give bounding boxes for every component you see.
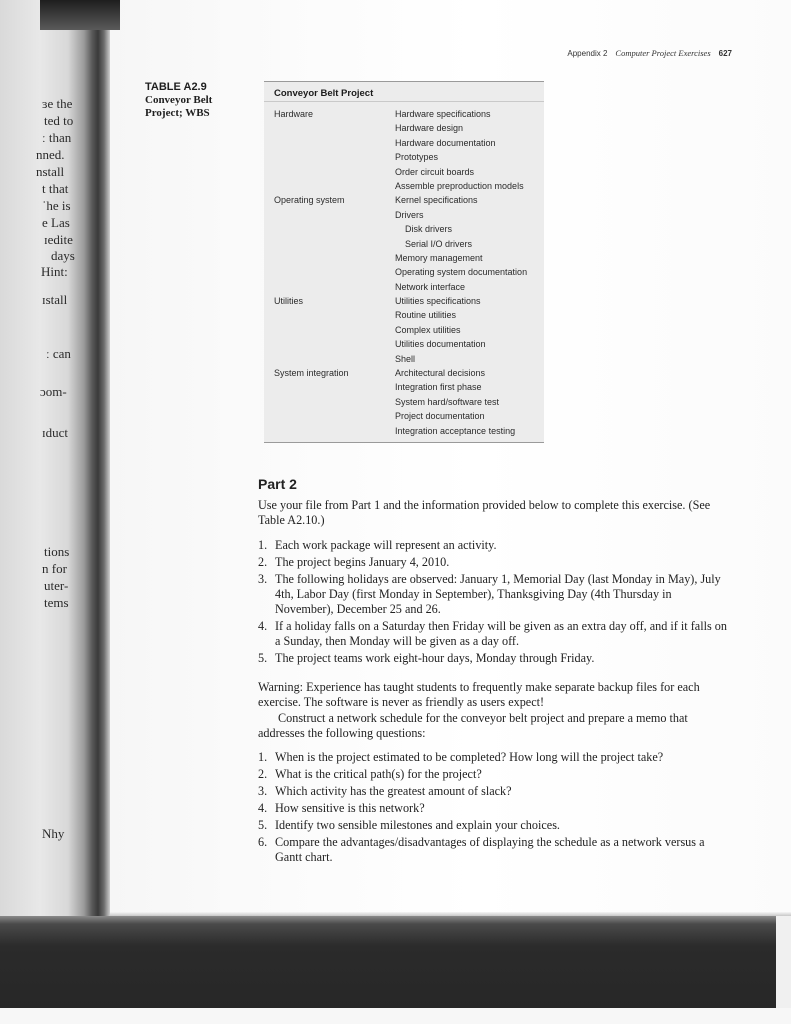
wbs-work-package: System hard/software test	[395, 396, 500, 407]
wbs-work-package: Memory management	[395, 252, 483, 263]
rule-item: 5. The project teams work eight-hour days, Monday through Friday.	[258, 651, 595, 665]
page-number: 627	[718, 49, 732, 58]
rule-item: 4. If a holiday falls on a Saturday then Friday will be given as an extra day off, and if it falls on a Sunday, then Monday will be given as a day off.	[258, 619, 727, 648]
wbs-work-package: Operating system documentation	[395, 267, 528, 278]
facing-page-fragment: ɪduct	[42, 425, 68, 440]
part2-intro: Use your file from Part 1 and the information provided below to complete this exercise. (See Table A2.10.)	[258, 498, 711, 527]
facing-page-fragment: n for	[42, 561, 67, 576]
wbs-group-label: System integration	[274, 368, 349, 379]
wbs-group-label: Utilities	[274, 296, 304, 307]
wbs-work-package: Integration first phase	[395, 382, 482, 393]
wbs-table	[264, 81, 544, 443]
wbs-work-package: Shell	[395, 353, 416, 364]
facing-page-fragment: uter-	[44, 578, 69, 593]
table-number: TABLE A2.9	[145, 81, 207, 93]
facing-page-fragment: nstall	[36, 164, 65, 179]
facing-page-fragment: ː can	[46, 346, 71, 361]
wbs-work-package: Hardware specifications	[395, 109, 491, 119]
running-header	[500, 48, 732, 58]
wbs-work-package: Utilities documentation	[395, 339, 486, 350]
question-item: 6. Compare the advantages/disadvantages of displaying the schedule as a network versus a Gantt chart.	[258, 835, 705, 864]
instruction-paragraph: Construct a network schedule for the conveyor belt project and prepare a memo that addresses the following questions:	[258, 711, 688, 740]
rules-list	[258, 538, 728, 668]
facing-page-fragment: ˈhe is	[42, 198, 71, 213]
wbs-group-label: Hardware	[274, 109, 314, 119]
facing-page-fragment: ɪedite	[44, 232, 73, 247]
wbs-group-label: Operating system	[274, 195, 345, 206]
facing-page-fragment: Hint:	[41, 264, 68, 279]
wbs-work-package: Routine utilities	[395, 310, 457, 321]
facing-page-fragment: days	[51, 248, 75, 263]
warning-paragraph: Warning: Experience has taught students to frequently make separate backup files for each exercise. The software is never as friendly as users expect!	[258, 680, 700, 709]
bottom-margin	[0, 1008, 791, 1024]
rule-item: 1. Each work package will represent an activity.	[258, 538, 497, 552]
facing-page-fragment: tions	[44, 544, 70, 559]
facing-page-fragment: tems	[44, 595, 69, 610]
table-caption-line2: Project; WBS	[145, 107, 210, 119]
wbs-work-package: Integration acceptance testing	[395, 425, 516, 436]
wbs-work-package: Project documentation	[395, 411, 485, 422]
wbs-work-package: Complex utilities	[395, 324, 461, 335]
wbs-work-package: Drivers	[395, 209, 424, 220]
rule-item: 3. The following holidays are observed: January 1, Memorial Day (last Monday in May), July 4th, Labor Day (first Monday in September), Thanksgiving Day (4th Thursday in November), December 25 and 26.	[258, 572, 721, 616]
questions-list	[258, 750, 728, 867]
part2-title: Part 2	[258, 476, 297, 492]
wbs-work-package: Prototypes	[395, 152, 439, 163]
spine-top-shadow	[40, 0, 120, 30]
facing-page-fragment: nned.	[36, 147, 65, 162]
question-item: 1. When is the project estimated to be completed? How long will the project take?	[258, 750, 664, 764]
wbs-work-package: Assemble preproduction models	[395, 180, 524, 191]
facing-page-fragment: ː than	[42, 130, 72, 145]
facing-page-fragment: ɜe the	[42, 96, 73, 111]
wbs-work-package: Serial I/O drivers	[405, 238, 473, 249]
wbs-work-package: Architectural decisions	[395, 368, 486, 379]
table-label	[145, 81, 260, 120]
facing-page-fragment: ɪstall	[42, 292, 68, 307]
running-title: Computer Project Exercises	[615, 48, 711, 58]
wbs-work-package: Hardware design	[395, 123, 464, 134]
facing-page-fragment: t that	[42, 181, 69, 196]
appendix-label: Appendix 2	[567, 49, 608, 58]
wbs-work-package: Network interface	[395, 281, 466, 292]
wbs-work-packages	[395, 107, 527, 438]
page-corner-strip	[776, 916, 791, 1016]
question-item: 4. How sensitive is this network?	[258, 801, 425, 815]
table-caption-line1: Conveyor Belt	[145, 94, 213, 106]
rule-item: 2. The project begins January 4, 2010.	[258, 555, 450, 569]
table-header: Conveyor Belt Project	[274, 88, 374, 99]
wbs-work-package: Disk drivers	[405, 224, 453, 235]
wbs-work-package: Hardware documentation	[395, 137, 496, 148]
wbs-work-package: Utilities specifications	[395, 296, 481, 307]
table-header-rule	[264, 101, 544, 102]
question-item: 3. Which activity has the greatest amount of slack?	[258, 784, 512, 798]
question-item: 2. What is the critical path(s) for the project?	[258, 767, 482, 781]
facing-page-fragment: e Las	[42, 215, 70, 230]
facing-page-fragment: Nhy	[42, 826, 65, 841]
facing-page-fragment: ted to	[44, 113, 74, 128]
facing-page-fragment: ɔom-	[40, 384, 67, 399]
question-item: 5. Identify two sensible milestones and explain your choices.	[258, 818, 560, 832]
wbs-work-package: Kernel specifications	[395, 195, 478, 206]
wbs-work-package: Order circuit boards	[395, 166, 475, 177]
